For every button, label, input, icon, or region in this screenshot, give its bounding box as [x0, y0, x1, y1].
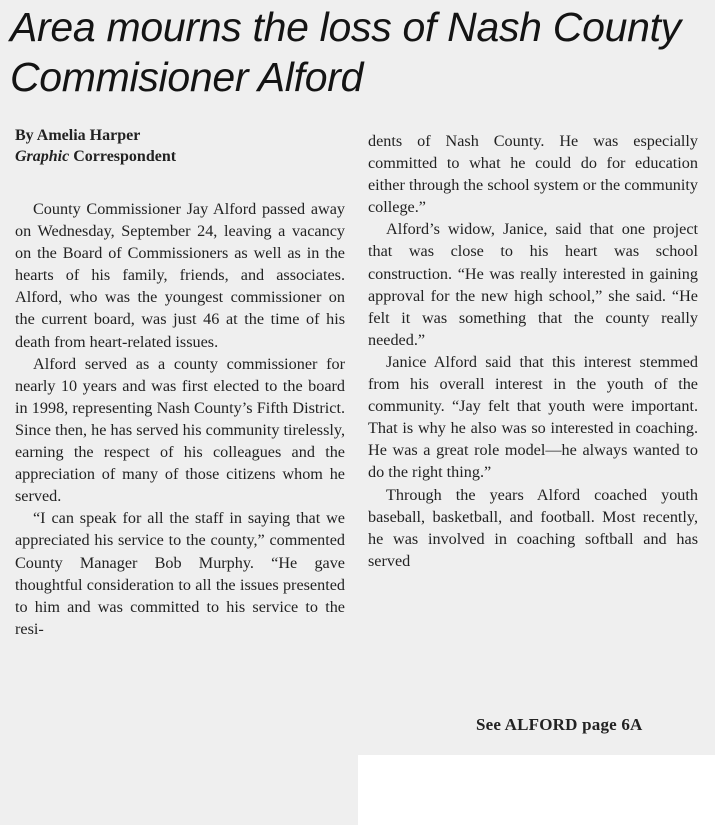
article-column-left	[15, 198, 345, 640]
byline	[15, 125, 176, 167]
blank-area	[358, 755, 715, 825]
paragraph: Through the years Alford coached youth baseball, basketball, and football. Most recently, he was involved in coaching softball and has served	[368, 485, 698, 570]
paragraph: Janice Alford said that this interest stemmed from his overall interest in the youth of the community. “Jay felt that youth were important. That is why he also was so interested in coaching. He was a great role model—he always wanted to do the right thing.”	[368, 352, 698, 482]
paragraph: Alford served as a county commissioner for nearly 10 years and was first elected to the board in 1998, representing Nash County’s Fifth District. Since then, he has served his community tirelessly, earning the respect of his colleagues and the appreciation of many of those citizens whom he served.	[15, 354, 345, 506]
byline-credit-role: Correspondent	[69, 148, 177, 165]
paragraph: Alford’s widow, Janice, said that one project that was close to his heart was school construction. “He was really interested in gaining approval for the new high school,” she said. “He felt it was something that the county really needed.”	[368, 220, 698, 349]
byline-credit-publication: Graphic	[15, 148, 70, 165]
headline: Area mourns the loss of Nash County Commisioner Alford	[10, 4, 681, 100]
paragraph: “I can speak for all the staff in saying that we appreciated his service to the county,” commented County Manager Bob Murphy. “He gave thoughtful consideration to all the issues presented to him and was committed to his service to the resi-	[15, 509, 345, 638]
byline-credit	[15, 146, 176, 167]
paragraph-continued: dents of Nash County. He was especially committed to what he could do for education either through the school system or the community college.”	[368, 132, 698, 217]
byline-author: By Amelia Harper	[15, 127, 141, 144]
article-column-right	[368, 130, 698, 572]
continuation-jump-line: See ALFORD page 6A	[476, 715, 643, 734]
paragraph: County Commissioner Jay Alford passed away on Wednesday, September 24, leaving a vacancy on the Board of Commissioners as well as in the hearts of his family, friends, and associates. Alford, who was the youngest commissioner on the current board, was just 46 at the time of his death from heart-related issues.	[15, 200, 345, 351]
